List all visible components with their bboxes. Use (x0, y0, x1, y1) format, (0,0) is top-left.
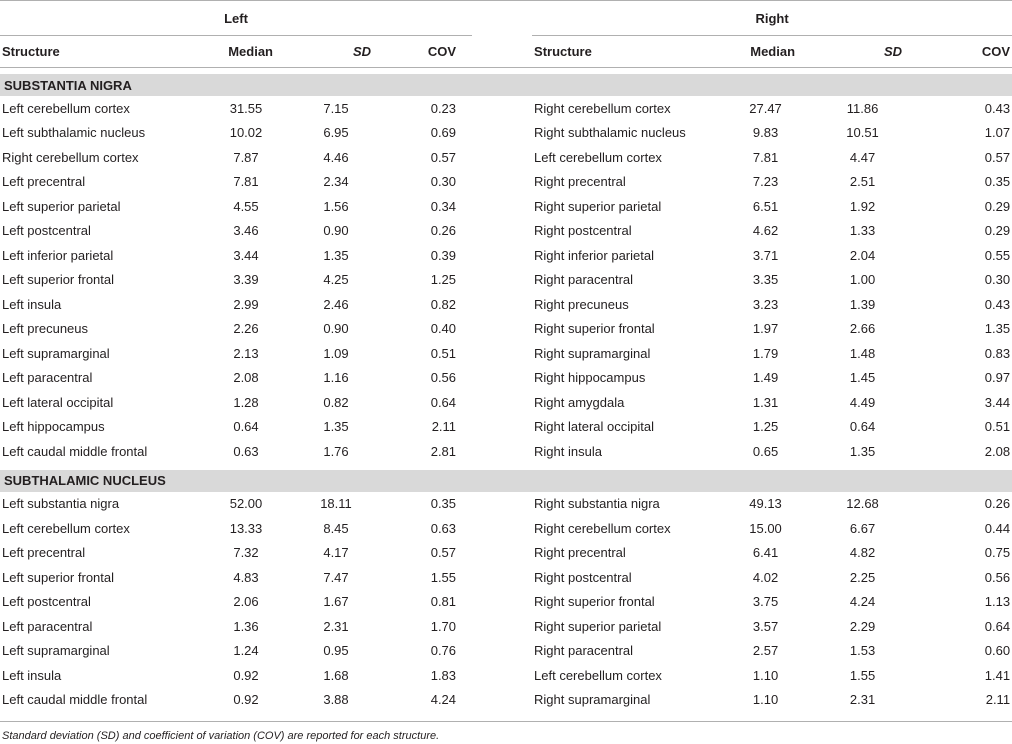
right-median-cell: 1.25 (752, 419, 779, 435)
left-cov-cell: 1.83 (430, 667, 457, 683)
right-sd-cell: 1.92 (849, 198, 876, 214)
left-structure-cell: Left superior frontal (2, 569, 115, 585)
right-sd-cell: 2.31 (849, 692, 876, 708)
left-structure-cell: Left substantia nigra (2, 496, 120, 512)
right-cov-cell: 2.11 (985, 692, 1011, 708)
right-sd-cell: 1.55 (849, 667, 876, 683)
left-sd-cell: 0.90 (323, 223, 349, 239)
table-row (0, 614, 1012, 639)
left-median-cell: 0.64 (233, 419, 259, 435)
right-structure-cell: Right lateral occipital (534, 419, 654, 435)
left-structure-cell: Left insula (2, 296, 62, 312)
table-row (0, 516, 1012, 541)
left-sd-cell: 2.46 (323, 296, 349, 312)
left-structure-cell: Left supramarginal (2, 345, 110, 361)
right-structure-cell: Right inferior parietal (534, 247, 654, 263)
left-sd-cell: 4.25 (323, 272, 349, 288)
right-cov-cell: 0.51 (984, 419, 1011, 435)
left-structure-cell: Left insula (2, 667, 62, 683)
right-sd-cell: 4.49 (849, 394, 876, 410)
column-gap (472, 145, 532, 170)
right-cov-cell: 0.29 (984, 223, 1011, 239)
left-structure-cell: Left precentral (2, 545, 86, 561)
left-median-cell: 2.06 (233, 594, 259, 610)
left-sd-cell: 1.35 (323, 247, 349, 263)
column-gap (472, 516, 532, 541)
left-median-cell: 13.33 (229, 520, 263, 536)
column-gap (472, 663, 532, 688)
left-cov-cell: 0.34 (430, 198, 457, 214)
left-cov-cell: 0.23 (430, 100, 457, 116)
right-structure-cell: Right superior parietal (534, 618, 662, 634)
right-structure-cell: Right cerebellum cortex (534, 520, 671, 536)
column-header-cov: COV (916, 36, 1012, 68)
table-row (0, 541, 1012, 566)
right-side-header: Right (532, 1, 1012, 36)
column-header-sd: SD (287, 36, 385, 68)
table-row (0, 492, 1012, 517)
left-median-cell: 3.39 (233, 272, 259, 288)
right-structure-cell: Right precentral (534, 545, 626, 561)
right-structure-cell: Right postcentral (534, 569, 632, 585)
right-sd-cell: 1.35 (849, 443, 876, 459)
right-median-cell: 6.41 (752, 545, 779, 561)
right-cov-cell: 0.75 (984, 545, 1011, 561)
right-structure-cell: Right amygdala (534, 394, 625, 410)
left-cov-cell: 0.57 (430, 149, 457, 165)
right-median-cell: 9.83 (752, 125, 779, 141)
left-median-cell: 1.24 (233, 643, 259, 659)
right-sd-cell: 1.00 (849, 272, 876, 288)
right-cov-cell: 0.43 (984, 296, 1011, 312)
column-gap (472, 292, 532, 317)
left-cov-cell: 1.25 (430, 272, 457, 288)
left-sd-cell: 0.82 (323, 394, 349, 410)
right-structure-cell: Right superior frontal (534, 594, 655, 610)
table-row (0, 170, 1012, 195)
table-row (0, 341, 1012, 366)
right-structure-cell: Right precuneus (534, 296, 629, 312)
left-structure-cell: Left hippocampus (2, 419, 105, 435)
left-median-cell: 0.92 (233, 667, 259, 683)
left-cov-cell: 0.76 (430, 643, 457, 659)
right-structure-cell: Right subthalamic nucleus (534, 125, 686, 141)
table-row (0, 663, 1012, 688)
left-median-cell: 4.83 (233, 569, 259, 585)
right-structure-cell: Right paracentral (534, 643, 634, 659)
right-cov-cell: 0.57 (984, 149, 1011, 165)
right-sd-cell: 10.51 (846, 125, 879, 141)
right-cov-cell: 0.35 (984, 174, 1011, 190)
left-median-cell: 1.36 (233, 618, 259, 634)
table-row (0, 590, 1012, 615)
left-median-cell: 1.28 (233, 394, 259, 410)
right-sd-cell: 4.47 (849, 149, 876, 165)
table-row (0, 639, 1012, 664)
right-cov-cell: 0.55 (984, 247, 1011, 263)
right-structure-cell: Left cerebellum cortex (534, 149, 662, 165)
left-sd-cell: 3.88 (323, 692, 349, 708)
column-gap (472, 639, 532, 664)
left-cov-cell: 0.40 (430, 321, 457, 337)
left-structure-cell: Left superior frontal (2, 272, 115, 288)
left-cov-cell: 0.64 (430, 394, 457, 410)
table-row (0, 243, 1012, 268)
left-sd-cell: 0.95 (323, 643, 349, 659)
left-structure-cell: Left postcentral (2, 594, 91, 610)
right-structure-cell: Right supramarginal (534, 692, 651, 708)
left-sd-cell: 6.95 (323, 125, 349, 141)
right-median-cell: 27.47 (749, 100, 782, 116)
left-median-cell: 2.99 (233, 296, 259, 312)
table-row (0, 390, 1012, 415)
right-sd-cell: 12.68 (846, 496, 879, 512)
left-structure-cell: Left paracentral (2, 370, 93, 386)
left-structure-cell: Left inferior parietal (2, 247, 114, 263)
table-footnote: Standard deviation (SD) and coefficient of variation (COV) are reported for each structure. (2, 730, 440, 742)
section-header-row (0, 470, 1012, 492)
right-median-cell: 4.02 (752, 569, 779, 585)
right-median-cell: 0.65 (752, 443, 779, 459)
column-header-structure: Structure (0, 36, 205, 68)
column-gap (472, 541, 532, 566)
left-cov-cell: 1.55 (430, 569, 457, 585)
right-sd-cell: 1.33 (849, 223, 876, 239)
right-cov-cell: 2.08 (984, 443, 1011, 459)
left-sd-cell: 4.17 (323, 545, 349, 561)
left-median-cell: 4.55 (233, 198, 259, 214)
left-cov-cell: 0.35 (430, 496, 457, 512)
left-sd-cell: 7.47 (323, 569, 349, 585)
left-median-cell: 0.63 (233, 443, 259, 459)
left-structure-cell: Left caudal middle frontal (2, 692, 148, 708)
left-sd-cell: 1.09 (323, 345, 349, 361)
column-gap (472, 194, 532, 219)
right-cov-cell: 0.64 (984, 618, 1011, 634)
left-cov-cell: 0.57 (430, 545, 457, 561)
column-header-median: Median (205, 36, 287, 68)
right-sd-cell: 2.51 (849, 174, 876, 190)
right-median-cell: 1.79 (752, 345, 779, 361)
table-row (0, 194, 1012, 219)
right-sd-cell: 2.29 (849, 618, 876, 634)
column-gap (472, 96, 532, 121)
right-sd-cell: 11.86 (846, 100, 879, 116)
left-structure-cell: Right cerebellum cortex (2, 149, 139, 165)
section-header-row (0, 74, 1012, 96)
left-median-cell: 31.55 (229, 100, 263, 116)
right-sd-cell: 1.53 (849, 643, 876, 659)
table-row (0, 121, 1012, 146)
column-gap (472, 243, 532, 268)
right-structure-cell: Right postcentral (534, 223, 632, 239)
table-row (0, 145, 1012, 170)
left-cov-cell: 0.26 (430, 223, 457, 239)
right-cov-cell: 1.07 (984, 125, 1011, 141)
right-cov-cell: 1.35 (984, 321, 1011, 337)
left-median-cell: 3.46 (233, 223, 259, 239)
column-gap (472, 121, 532, 146)
column-gap (472, 415, 532, 440)
left-sd-cell: 4.46 (323, 149, 349, 165)
table-body (0, 68, 1012, 713)
left-cov-cell: 0.51 (430, 345, 457, 361)
left-structure-cell: Left postcentral (2, 223, 91, 239)
left-median-cell: 7.81 (233, 174, 259, 190)
right-cov-cell: 0.29 (984, 198, 1011, 214)
left-structure-cell: Left subthalamic nucleus (2, 125, 146, 141)
left-sd-cell: 1.68 (323, 667, 349, 683)
left-sd-cell: 8.45 (323, 520, 349, 536)
right-structure-cell: Right substantia nigra (534, 496, 660, 512)
column-gap (472, 614, 532, 639)
right-median-cell: 49.13 (749, 496, 782, 512)
right-structure-cell: Right superior parietal (534, 198, 662, 214)
right-median-cell: 1.10 (752, 667, 779, 683)
right-sd-cell: 4.24 (849, 594, 876, 610)
table-row (0, 688, 1012, 713)
right-median-cell: 7.81 (752, 149, 779, 165)
left-structure-cell: Left cerebellum cortex (2, 520, 130, 536)
right-structure-cell: Right supramarginal (534, 345, 651, 361)
column-gap (472, 590, 532, 615)
right-median-cell: 1.31 (752, 394, 779, 410)
right-sd-cell: 4.82 (849, 545, 876, 561)
right-median-cell: 3.75 (752, 594, 779, 610)
left-cov-cell: 4.24 (430, 692, 457, 708)
right-structure-cell: Right cerebellum cortex (534, 100, 671, 116)
left-sd-cell: 2.31 (323, 618, 349, 634)
right-median-cell: 7.23 (752, 174, 779, 190)
left-cov-cell: 0.82 (430, 296, 457, 312)
left-median-cell: 7.87 (233, 149, 259, 165)
right-structure-cell: Right precentral (534, 174, 626, 190)
left-cov-cell: 0.30 (430, 174, 457, 190)
right-sd-cell: 1.39 (849, 296, 876, 312)
column-gap (472, 366, 532, 391)
left-sd-cell: 1.56 (323, 198, 349, 214)
table-row (0, 96, 1012, 121)
right-sd-cell: 2.66 (849, 321, 876, 337)
left-side-header: Left (0, 1, 472, 36)
left-structure-cell: Left lateral occipital (2, 394, 114, 410)
table-row (0, 565, 1012, 590)
left-structure-cell: Left superior parietal (2, 198, 121, 214)
table-row (0, 268, 1012, 293)
table-row (0, 292, 1012, 317)
left-cov-cell: 0.69 (430, 125, 457, 141)
left-median-cell: 2.26 (233, 321, 259, 337)
left-sd-cell: 7.15 (323, 100, 349, 116)
left-structure-cell: Left precentral (2, 174, 86, 190)
right-median-cell: 2.57 (752, 643, 779, 659)
right-median-cell: 3.71 (752, 247, 779, 263)
right-cov-cell: 0.56 (984, 569, 1011, 585)
column-header-structure: Structure (532, 36, 722, 68)
right-median-cell: 1.10 (752, 692, 779, 708)
right-median-cell: 1.49 (752, 370, 779, 386)
column-gap (472, 688, 532, 713)
column-gap (472, 268, 532, 293)
column-gap (472, 565, 532, 590)
table-row (0, 317, 1012, 342)
right-median-cell: 3.23 (752, 296, 779, 312)
left-cov-cell: 2.11 (431, 419, 457, 435)
section-title: SUBSTANTIA NIGRA (0, 74, 1012, 96)
left-structure-cell: Left precuneus (2, 321, 89, 337)
column-gap (472, 219, 532, 244)
left-median-cell: 2.13 (233, 345, 259, 361)
left-median-cell: 0.92 (233, 692, 259, 708)
left-cov-cell: 0.39 (430, 247, 457, 263)
table-row (0, 415, 1012, 440)
right-sd-cell: 2.04 (849, 247, 876, 263)
right-cov-cell: 0.97 (984, 370, 1011, 386)
column-header-cov: COV (385, 36, 472, 68)
table-row (0, 439, 1012, 464)
left-cov-cell: 0.56 (430, 370, 457, 386)
left-median-cell: 52.00 (229, 496, 263, 512)
left-median-cell: 3.44 (233, 247, 259, 263)
right-sd-cell: 0.64 (849, 419, 876, 435)
right-median-cell: 3.57 (752, 618, 779, 634)
right-sd-cell: 1.45 (849, 370, 876, 386)
left-cov-cell: 0.63 (430, 520, 457, 536)
left-sd-cell: 1.76 (323, 443, 349, 459)
left-sd-cell: 2.34 (323, 174, 349, 190)
table-bottom-rule (0, 721, 1012, 722)
left-sd-cell: 18.11 (320, 496, 352, 512)
left-cov-cell: 1.70 (430, 618, 457, 634)
left-sd-cell: 0.90 (323, 321, 349, 337)
right-structure-cell: Right hippocampus (534, 370, 646, 386)
right-cov-cell: 0.60 (984, 643, 1011, 659)
right-sd-cell: 2.25 (849, 569, 876, 585)
column-gap (472, 317, 532, 342)
right-median-cell: 15.00 (749, 520, 782, 536)
right-structure-cell: Right superior frontal (534, 321, 655, 337)
left-median-cell: 2.08 (233, 370, 259, 386)
right-structure-cell: Left cerebellum cortex (534, 667, 662, 683)
right-cov-cell: 3.44 (984, 394, 1011, 410)
right-sd-cell: 6.67 (849, 520, 876, 536)
right-sd-cell: 1.48 (849, 345, 876, 361)
left-structure-cell: Left paracentral (2, 618, 93, 634)
left-sd-cell: 1.67 (323, 594, 349, 610)
right-cov-cell: 1.13 (984, 594, 1011, 610)
column-gap (472, 492, 532, 517)
column-gap (472, 390, 532, 415)
right-cov-cell: 0.26 (984, 496, 1011, 512)
left-cov-cell: 2.81 (430, 443, 457, 459)
left-structure-cell: Left caudal middle frontal (2, 443, 148, 459)
left-median-cell: 10.02 (229, 125, 263, 141)
right-median-cell: 6.51 (752, 198, 779, 214)
left-structure-cell: Left cerebellum cortex (2, 100, 130, 116)
right-median-cell: 3.35 (752, 272, 779, 288)
right-cov-cell: 1.41 (984, 667, 1011, 683)
left-sd-cell: 1.16 (323, 370, 349, 386)
column-gap (472, 170, 532, 195)
right-cov-cell: 0.43 (984, 100, 1011, 116)
right-cov-cell: 0.30 (984, 272, 1011, 288)
left-cov-cell: 0.81 (430, 594, 457, 610)
right-structure-cell: Right paracentral (534, 272, 634, 288)
right-median-cell: 4.62 (752, 223, 779, 239)
right-cov-cell: 0.83 (984, 345, 1011, 361)
table-row (0, 219, 1012, 244)
left-median-cell: 7.32 (233, 545, 259, 561)
column-header-median: Median (722, 36, 809, 68)
column-header-sd: SD (809, 36, 916, 68)
left-sd-cell: 1.35 (323, 419, 349, 435)
right-median-cell: 1.97 (752, 321, 779, 337)
left-structure-cell: Left supramarginal (2, 643, 110, 659)
right-cov-cell: 0.44 (984, 520, 1011, 536)
section-title: SUBTHALAMIC NUCLEUS (0, 470, 1012, 492)
column-gap (472, 341, 532, 366)
right-structure-cell: Right insula (534, 443, 602, 459)
column-gap (472, 439, 532, 464)
table-row (0, 366, 1012, 391)
